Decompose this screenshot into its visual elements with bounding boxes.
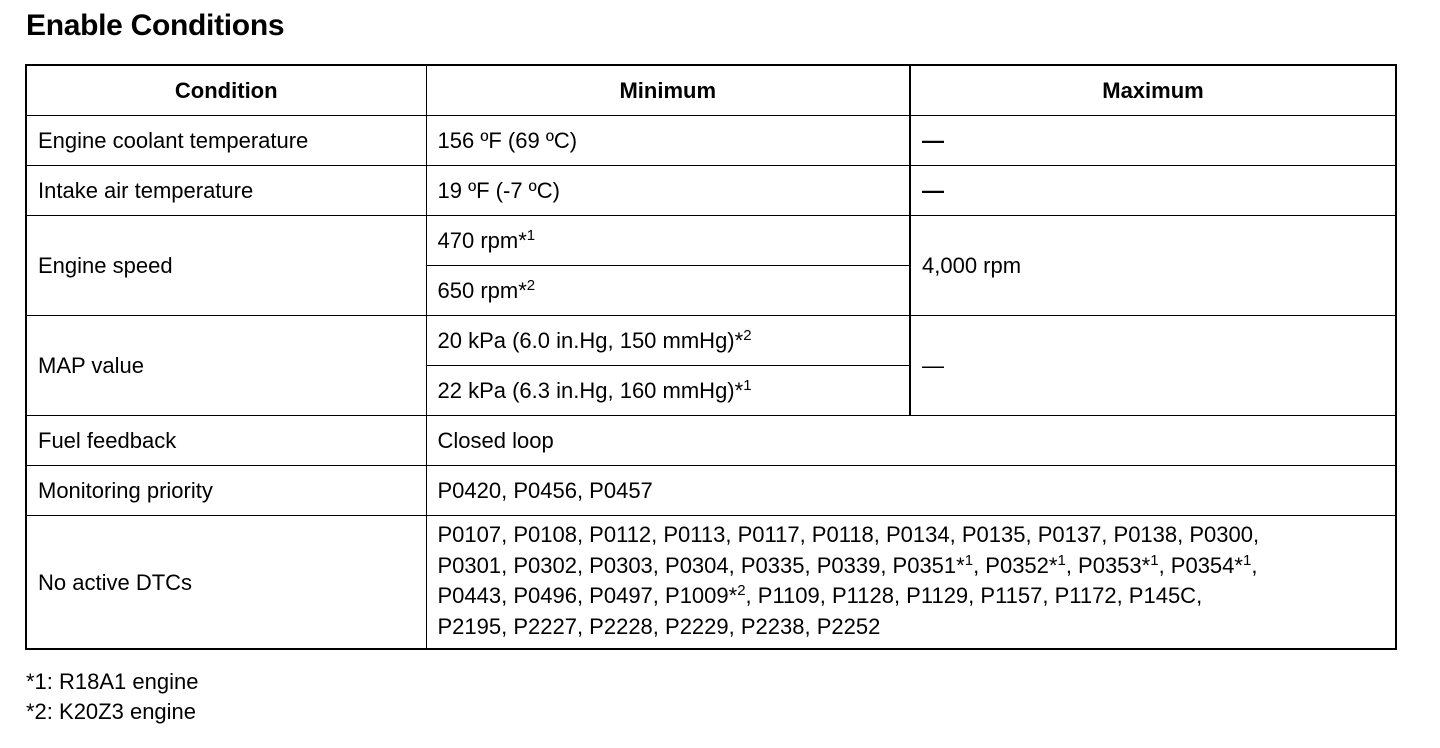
minimum-cell <box>426 366 910 416</box>
condition-cell: Engine speed <box>26 216 426 316</box>
minimum-cell <box>426 216 910 266</box>
maximum-cell: — <box>910 316 1396 416</box>
minimum-value: 650 rpm* <box>437 278 527 303</box>
minimum-cell: 19 ºF (-7 ºC) <box>426 166 910 216</box>
page-title: Enable Conditions <box>26 9 285 42</box>
footnote-1: *1: R18A1 engine <box>26 669 199 694</box>
condition-cell: Monitoring priority <box>26 466 426 516</box>
footnote-ref: 2 <box>526 277 536 294</box>
maximum-cell: — <box>910 116 1396 166</box>
table-row <box>26 316 1396 366</box>
dtc-text: , P0352* <box>973 552 1058 578</box>
dtc-text: , P0354* <box>1158 552 1243 578</box>
condition-cell: No active DTCs <box>26 516 426 650</box>
dtc-text: , P1109, P1128, P1129, P1157, P1172, P145C, <box>745 583 1203 608</box>
condition-cell: Fuel feedback <box>26 416 426 466</box>
table-row <box>26 216 1396 266</box>
footnote-ref: 2 <box>743 327 752 344</box>
dtc-text: , <box>1251 552 1258 578</box>
minimum-value: 470 rpm* <box>437 228 527 253</box>
dtc-text: P0443, P0496, P0497, P1009* <box>437 583 738 608</box>
table-row <box>26 516 1396 650</box>
minimum-value: 20 kPa (6.0 in.Hg, 150 mmHg)* <box>437 328 744 353</box>
header-condition: Condition <box>26 65 426 116</box>
header-minimum: Minimum <box>426 65 910 116</box>
header-maximum: Maximum <box>910 65 1396 116</box>
condition-cell: Intake air temperature <box>26 166 426 216</box>
footnote-ref: 1 <box>526 227 536 244</box>
dtc-line: P0107, P0108, P0112, P0113, P0117, P0118, P0134, P0135, P0137, P0138, P0300, <box>437 522 1260 547</box>
maximum-cell: 4,000 rpm <box>910 216 1396 316</box>
dtc-line: P2195, P2227, P2228, P2229, P2238, P2252 <box>437 613 881 639</box>
footnote-ref: 1 <box>1242 551 1252 569</box>
dtc-text: , P0353* <box>1065 552 1151 578</box>
condition-cell: MAP value <box>26 316 426 416</box>
table-row <box>26 466 1396 516</box>
dtc-line <box>438 551 1385 582</box>
dtc-text: P0301, P0302, P0303, P0304, P0335, P0339, P0351* <box>437 552 965 578</box>
table-row <box>26 116 1396 166</box>
footnote-ref: 1 <box>964 551 974 569</box>
footnote-ref: 1 <box>743 377 752 394</box>
dtc-line <box>438 581 1385 612</box>
footnote-ref: 1 <box>1150 551 1159 569</box>
minimum-cell: 156 ºF (69 ºC) <box>426 116 910 166</box>
value-cell: Closed loop <box>426 416 1396 466</box>
footnote-ref: 2 <box>737 582 746 599</box>
enable-conditions-table <box>25 64 1397 650</box>
table-row <box>26 416 1396 466</box>
header-row <box>26 65 1396 116</box>
footnote-ref: 1 <box>1057 551 1066 569</box>
value-cell: P0420, P0456, P0457 <box>426 466 1396 516</box>
table-row <box>26 166 1396 216</box>
dtc-list-cell <box>426 516 1396 650</box>
condition-cell: Engine coolant temperature <box>26 116 426 166</box>
footnotes <box>26 667 198 727</box>
minimum-cell <box>426 316 910 366</box>
footnote-2: *2: K20Z3 engine <box>26 699 197 724</box>
maximum-cell: — <box>910 166 1396 216</box>
minimum-cell <box>426 266 910 316</box>
minimum-value: 22 kPa (6.3 in.Hg, 160 mmHg)* <box>437 378 744 403</box>
